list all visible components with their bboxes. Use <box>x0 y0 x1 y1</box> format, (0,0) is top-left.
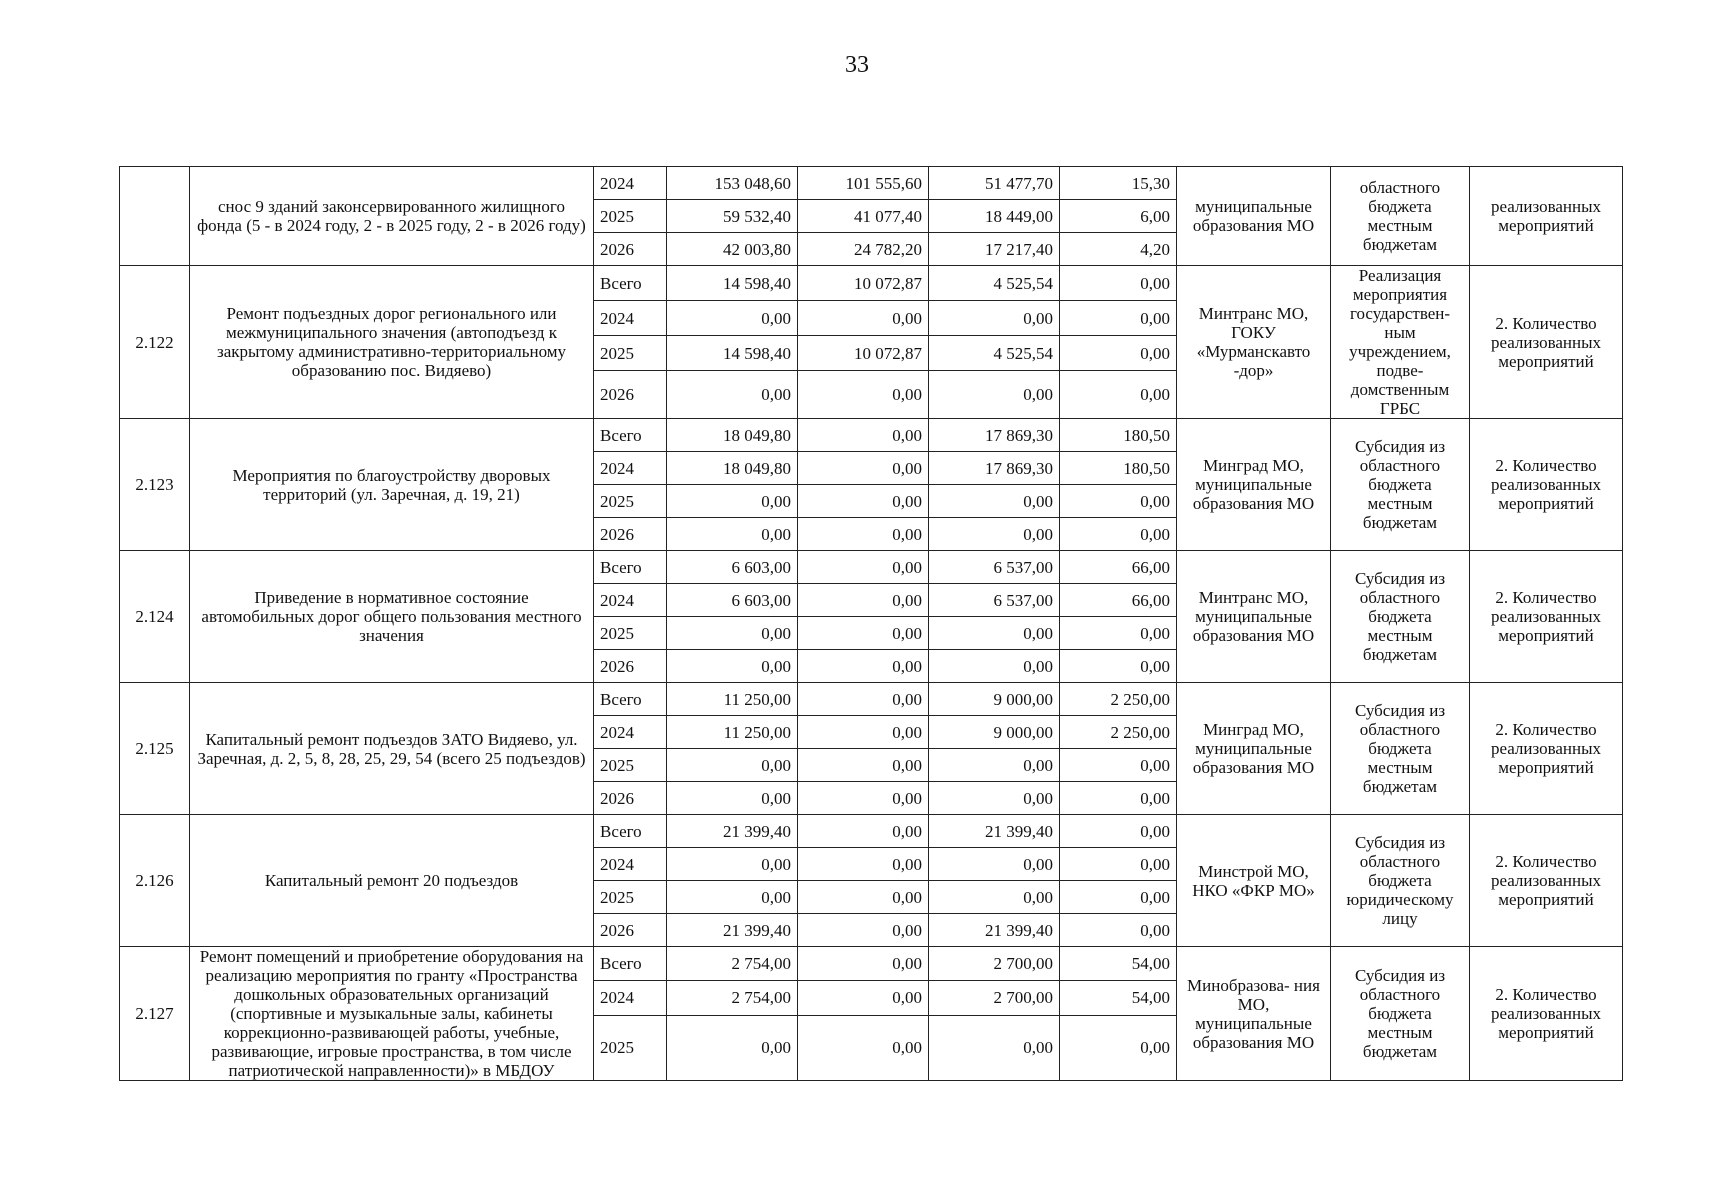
item-description: Ремонт подъездных дорог регионального или межмуниципального значения (автоподъезд к закрытому административно-территориальному образованию пос. Видяево) <box>190 266 594 419</box>
federal-value: 101 555,60 <box>798 167 929 200</box>
local-value: 180,50 <box>1060 452 1177 485</box>
federal-value: 41 077,40 <box>798 200 929 233</box>
total-value: 153 048,60 <box>667 167 798 200</box>
local-value: 0,00 <box>1060 336 1177 371</box>
total-value: 11 250,00 <box>667 716 798 749</box>
total-value: 0,00 <box>667 749 798 782</box>
funding-source: Субсидия из областного бюджета местным бюджетам <box>1331 551 1470 683</box>
total-value: 0,00 <box>667 371 798 419</box>
regional-value: 4 525,54 <box>929 336 1060 371</box>
local-value: 2 250,00 <box>1060 683 1177 716</box>
year-cell: 2025 <box>594 881 667 914</box>
indicator: 2. Количество реализованных мероприятий <box>1470 947 1623 1081</box>
local-value: 0,00 <box>1060 881 1177 914</box>
regional-value: 0,00 <box>929 1015 1060 1080</box>
executor: Минтранс МО, муниципальные образования МО <box>1177 551 1331 683</box>
funding-source: областного бюджета местным бюджетам <box>1331 167 1470 266</box>
total-value: 2 754,00 <box>667 947 798 981</box>
year-cell: 2024 <box>594 584 667 617</box>
item-description: Капитальный ремонт 20 подъездов <box>190 815 594 947</box>
local-value: 0,00 <box>1060 301 1177 336</box>
federal-value: 10 072,87 <box>798 266 929 301</box>
federal-value: 0,00 <box>798 419 929 452</box>
regional-value: 9 000,00 <box>929 716 1060 749</box>
local-value: 0,00 <box>1060 518 1177 551</box>
local-value: 66,00 <box>1060 551 1177 584</box>
year-cell: Всего <box>594 683 667 716</box>
funding-source: Субсидия из областного бюджета местным бюджетам <box>1331 419 1470 551</box>
year-cell: 2026 <box>594 518 667 551</box>
local-value: 0,00 <box>1060 749 1177 782</box>
funding-source: Реализация мероприятия государствен- ным учреждением, подве- домственным ГРБС <box>1331 266 1470 419</box>
year-cell: 2024 <box>594 301 667 336</box>
regional-value: 17 869,30 <box>929 419 1060 452</box>
executor: Минград МО, муниципальные образования МО <box>1177 683 1331 815</box>
year-cell: 2025 <box>594 336 667 371</box>
total-value: 14 598,40 <box>667 266 798 301</box>
federal-value: 0,00 <box>798 485 929 518</box>
regional-value: 0,00 <box>929 749 1060 782</box>
executor: Минтранс МО, ГОКУ «Мурманскавто -дор» <box>1177 266 1331 419</box>
indicator: 2. Количество реализованных мероприятий <box>1470 419 1623 551</box>
indicator: реализованных мероприятий <box>1470 167 1623 266</box>
federal-value: 0,00 <box>798 914 929 947</box>
regional-value: 21 399,40 <box>929 815 1060 848</box>
table-row <box>120 815 1623 848</box>
year-cell: 2025 <box>594 617 667 650</box>
item-number: 2.125 <box>120 683 190 815</box>
year-cell: 2024 <box>594 981 667 1015</box>
item-number: 2.126 <box>120 815 190 947</box>
total-value: 0,00 <box>667 650 798 683</box>
year-cell: Всего <box>594 419 667 452</box>
local-value: 0,00 <box>1060 650 1177 683</box>
federal-value: 10 072,87 <box>798 336 929 371</box>
federal-value: 0,00 <box>798 947 929 981</box>
executor: Минстрой МО, НКО «ФКР МО» <box>1177 815 1331 947</box>
indicator: 2. Количество реализованных мероприятий <box>1470 683 1623 815</box>
year-cell: 2026 <box>594 914 667 947</box>
local-value: 180,50 <box>1060 419 1177 452</box>
local-value: 0,00 <box>1060 485 1177 518</box>
total-value: 18 049,80 <box>667 419 798 452</box>
total-value: 18 049,80 <box>667 452 798 485</box>
funding-source: Субсидия из областного бюджета юридическому лицу <box>1331 815 1470 947</box>
total-value: 0,00 <box>667 782 798 815</box>
table-row <box>120 167 1623 200</box>
regional-value: 9 000,00 <box>929 683 1060 716</box>
total-value: 6 603,00 <box>667 551 798 584</box>
year-cell: Всего <box>594 947 667 981</box>
federal-value: 0,00 <box>798 551 929 584</box>
local-value: 0,00 <box>1060 782 1177 815</box>
federal-value: 0,00 <box>798 848 929 881</box>
federal-value: 0,00 <box>798 452 929 485</box>
local-value: 15,30 <box>1060 167 1177 200</box>
federal-value: 0,00 <box>798 782 929 815</box>
total-value: 0,00 <box>667 518 798 551</box>
year-cell: 2026 <box>594 782 667 815</box>
total-value: 11 250,00 <box>667 683 798 716</box>
regional-value: 0,00 <box>929 485 1060 518</box>
total-value: 0,00 <box>667 881 798 914</box>
executor: Минобразова- ния МО, муниципальные образования МО <box>1177 947 1331 1081</box>
executor: муниципальные образования МО <box>1177 167 1331 266</box>
local-value: 66,00 <box>1060 584 1177 617</box>
year-cell: 2024 <box>594 716 667 749</box>
regional-value: 0,00 <box>929 617 1060 650</box>
total-value: 0,00 <box>667 848 798 881</box>
federal-value: 0,00 <box>798 584 929 617</box>
table-row <box>120 266 1623 301</box>
table-row <box>120 683 1623 716</box>
item-number: 2.122 <box>120 266 190 419</box>
regional-value: 0,00 <box>929 650 1060 683</box>
federal-value: 0,00 <box>798 981 929 1015</box>
regional-value: 17 869,30 <box>929 452 1060 485</box>
regional-value: 6 537,00 <box>929 584 1060 617</box>
federal-value: 0,00 <box>798 301 929 336</box>
regional-value: 6 537,00 <box>929 551 1060 584</box>
regional-value: 21 399,40 <box>929 914 1060 947</box>
regional-value: 0,00 <box>929 518 1060 551</box>
federal-value: 0,00 <box>798 683 929 716</box>
federal-value: 0,00 <box>798 815 929 848</box>
year-cell: 2024 <box>594 452 667 485</box>
total-value: 14 598,40 <box>667 336 798 371</box>
year-cell: 2026 <box>594 371 667 419</box>
local-value: 0,00 <box>1060 371 1177 419</box>
local-value: 6,00 <box>1060 200 1177 233</box>
total-value: 0,00 <box>667 301 798 336</box>
total-value: 21 399,40 <box>667 815 798 848</box>
total-value: 21 399,40 <box>667 914 798 947</box>
regional-value: 2 700,00 <box>929 947 1060 981</box>
regional-value: 18 449,00 <box>929 200 1060 233</box>
total-value: 59 532,40 <box>667 200 798 233</box>
funding-source: Субсидия из областного бюджета местным бюджетам <box>1331 947 1470 1081</box>
item-number: 2.123 <box>120 419 190 551</box>
item-description: Капитальный ремонт подъездов ЗАТО Видяево, ул. Заречная, д. 2, 5, 8, 28, 25, 29, 54 (всего 25 подъездов) <box>190 683 594 815</box>
local-value: 0,00 <box>1060 266 1177 301</box>
local-value: 0,00 <box>1060 617 1177 650</box>
regional-value: 0,00 <box>929 371 1060 419</box>
year-cell: 2025 <box>594 200 667 233</box>
year-cell: 2024 <box>594 167 667 200</box>
federal-value: 0,00 <box>798 518 929 551</box>
budget-table <box>119 166 1623 1081</box>
regional-value: 0,00 <box>929 782 1060 815</box>
local-value: 54,00 <box>1060 981 1177 1015</box>
regional-value: 17 217,40 <box>929 233 1060 266</box>
year-cell: Всего <box>594 815 667 848</box>
year-cell: Всего <box>594 551 667 584</box>
federal-value: 24 782,20 <box>798 233 929 266</box>
total-value: 0,00 <box>667 1015 798 1080</box>
local-value: 0,00 <box>1060 848 1177 881</box>
indicator: 2. Количество реализованных мероприятий <box>1470 551 1623 683</box>
local-value: 0,00 <box>1060 1015 1177 1080</box>
page-number: 33 <box>845 52 869 78</box>
federal-value: 0,00 <box>798 650 929 683</box>
federal-value: 0,00 <box>798 617 929 650</box>
local-value: 2 250,00 <box>1060 716 1177 749</box>
federal-value: 0,00 <box>798 1015 929 1080</box>
item-description: Мероприятия по благоустройству дворовых территорий (ул. Заречная, д. 19, 21) <box>190 419 594 551</box>
local-value: 4,20 <box>1060 233 1177 266</box>
local-value: 54,00 <box>1060 947 1177 981</box>
year-cell: 2026 <box>594 233 667 266</box>
year-cell: 2024 <box>594 848 667 881</box>
local-value: 0,00 <box>1060 914 1177 947</box>
year-cell: 2025 <box>594 1015 667 1080</box>
total-value: 6 603,00 <box>667 584 798 617</box>
year-cell: 2025 <box>594 485 667 518</box>
table-row <box>120 551 1623 584</box>
total-value: 0,00 <box>667 485 798 518</box>
item-number: 2.127 <box>120 947 190 1081</box>
item-description: снос 9 зданий законсервированного жилищного фонда (5 - в 2024 году, 2 - в 2025 году, 2 - в 2026 году) <box>190 167 594 266</box>
local-value: 0,00 <box>1060 815 1177 848</box>
indicator: 2. Количество реализованных мероприятий <box>1470 266 1623 419</box>
regional-value: 0,00 <box>929 301 1060 336</box>
total-value: 42 003,80 <box>667 233 798 266</box>
regional-value: 0,00 <box>929 881 1060 914</box>
table-row <box>120 947 1623 981</box>
federal-value: 0,00 <box>798 749 929 782</box>
regional-value: 2 700,00 <box>929 981 1060 1015</box>
regional-value: 0,00 <box>929 848 1060 881</box>
year-cell: 2026 <box>594 650 667 683</box>
indicator: 2. Количество реализованных мероприятий <box>1470 815 1623 947</box>
regional-value: 4 525,54 <box>929 266 1060 301</box>
total-value: 0,00 <box>667 617 798 650</box>
item-number: 2.124 <box>120 551 190 683</box>
federal-value: 0,00 <box>798 371 929 419</box>
executor: Минград МО, муниципальные образования МО <box>1177 419 1331 551</box>
federal-value: 0,00 <box>798 881 929 914</box>
year-cell: Всего <box>594 266 667 301</box>
table-row <box>120 419 1623 452</box>
item-description: Приведение в нормативное состояние автомобильных дорог общего пользования местного значения <box>190 551 594 683</box>
total-value: 2 754,00 <box>667 981 798 1015</box>
federal-value: 0,00 <box>798 716 929 749</box>
regional-value: 51 477,70 <box>929 167 1060 200</box>
year-cell: 2025 <box>594 749 667 782</box>
item-number <box>120 167 190 266</box>
funding-source: Субсидия из областного бюджета местным бюджетам <box>1331 683 1470 815</box>
item-description: Ремонт помещений и приобретение оборудования на реализацию мероприятия по гранту «Пространства дошкольных образовательных организаций (спортивные и музыкальные залы, кабинеты коррекционно-развивающей работы, учебные, развивающие, игровые пространства, в том числе патриотической направленности)» в МБДОУ <box>190 947 594 1081</box>
